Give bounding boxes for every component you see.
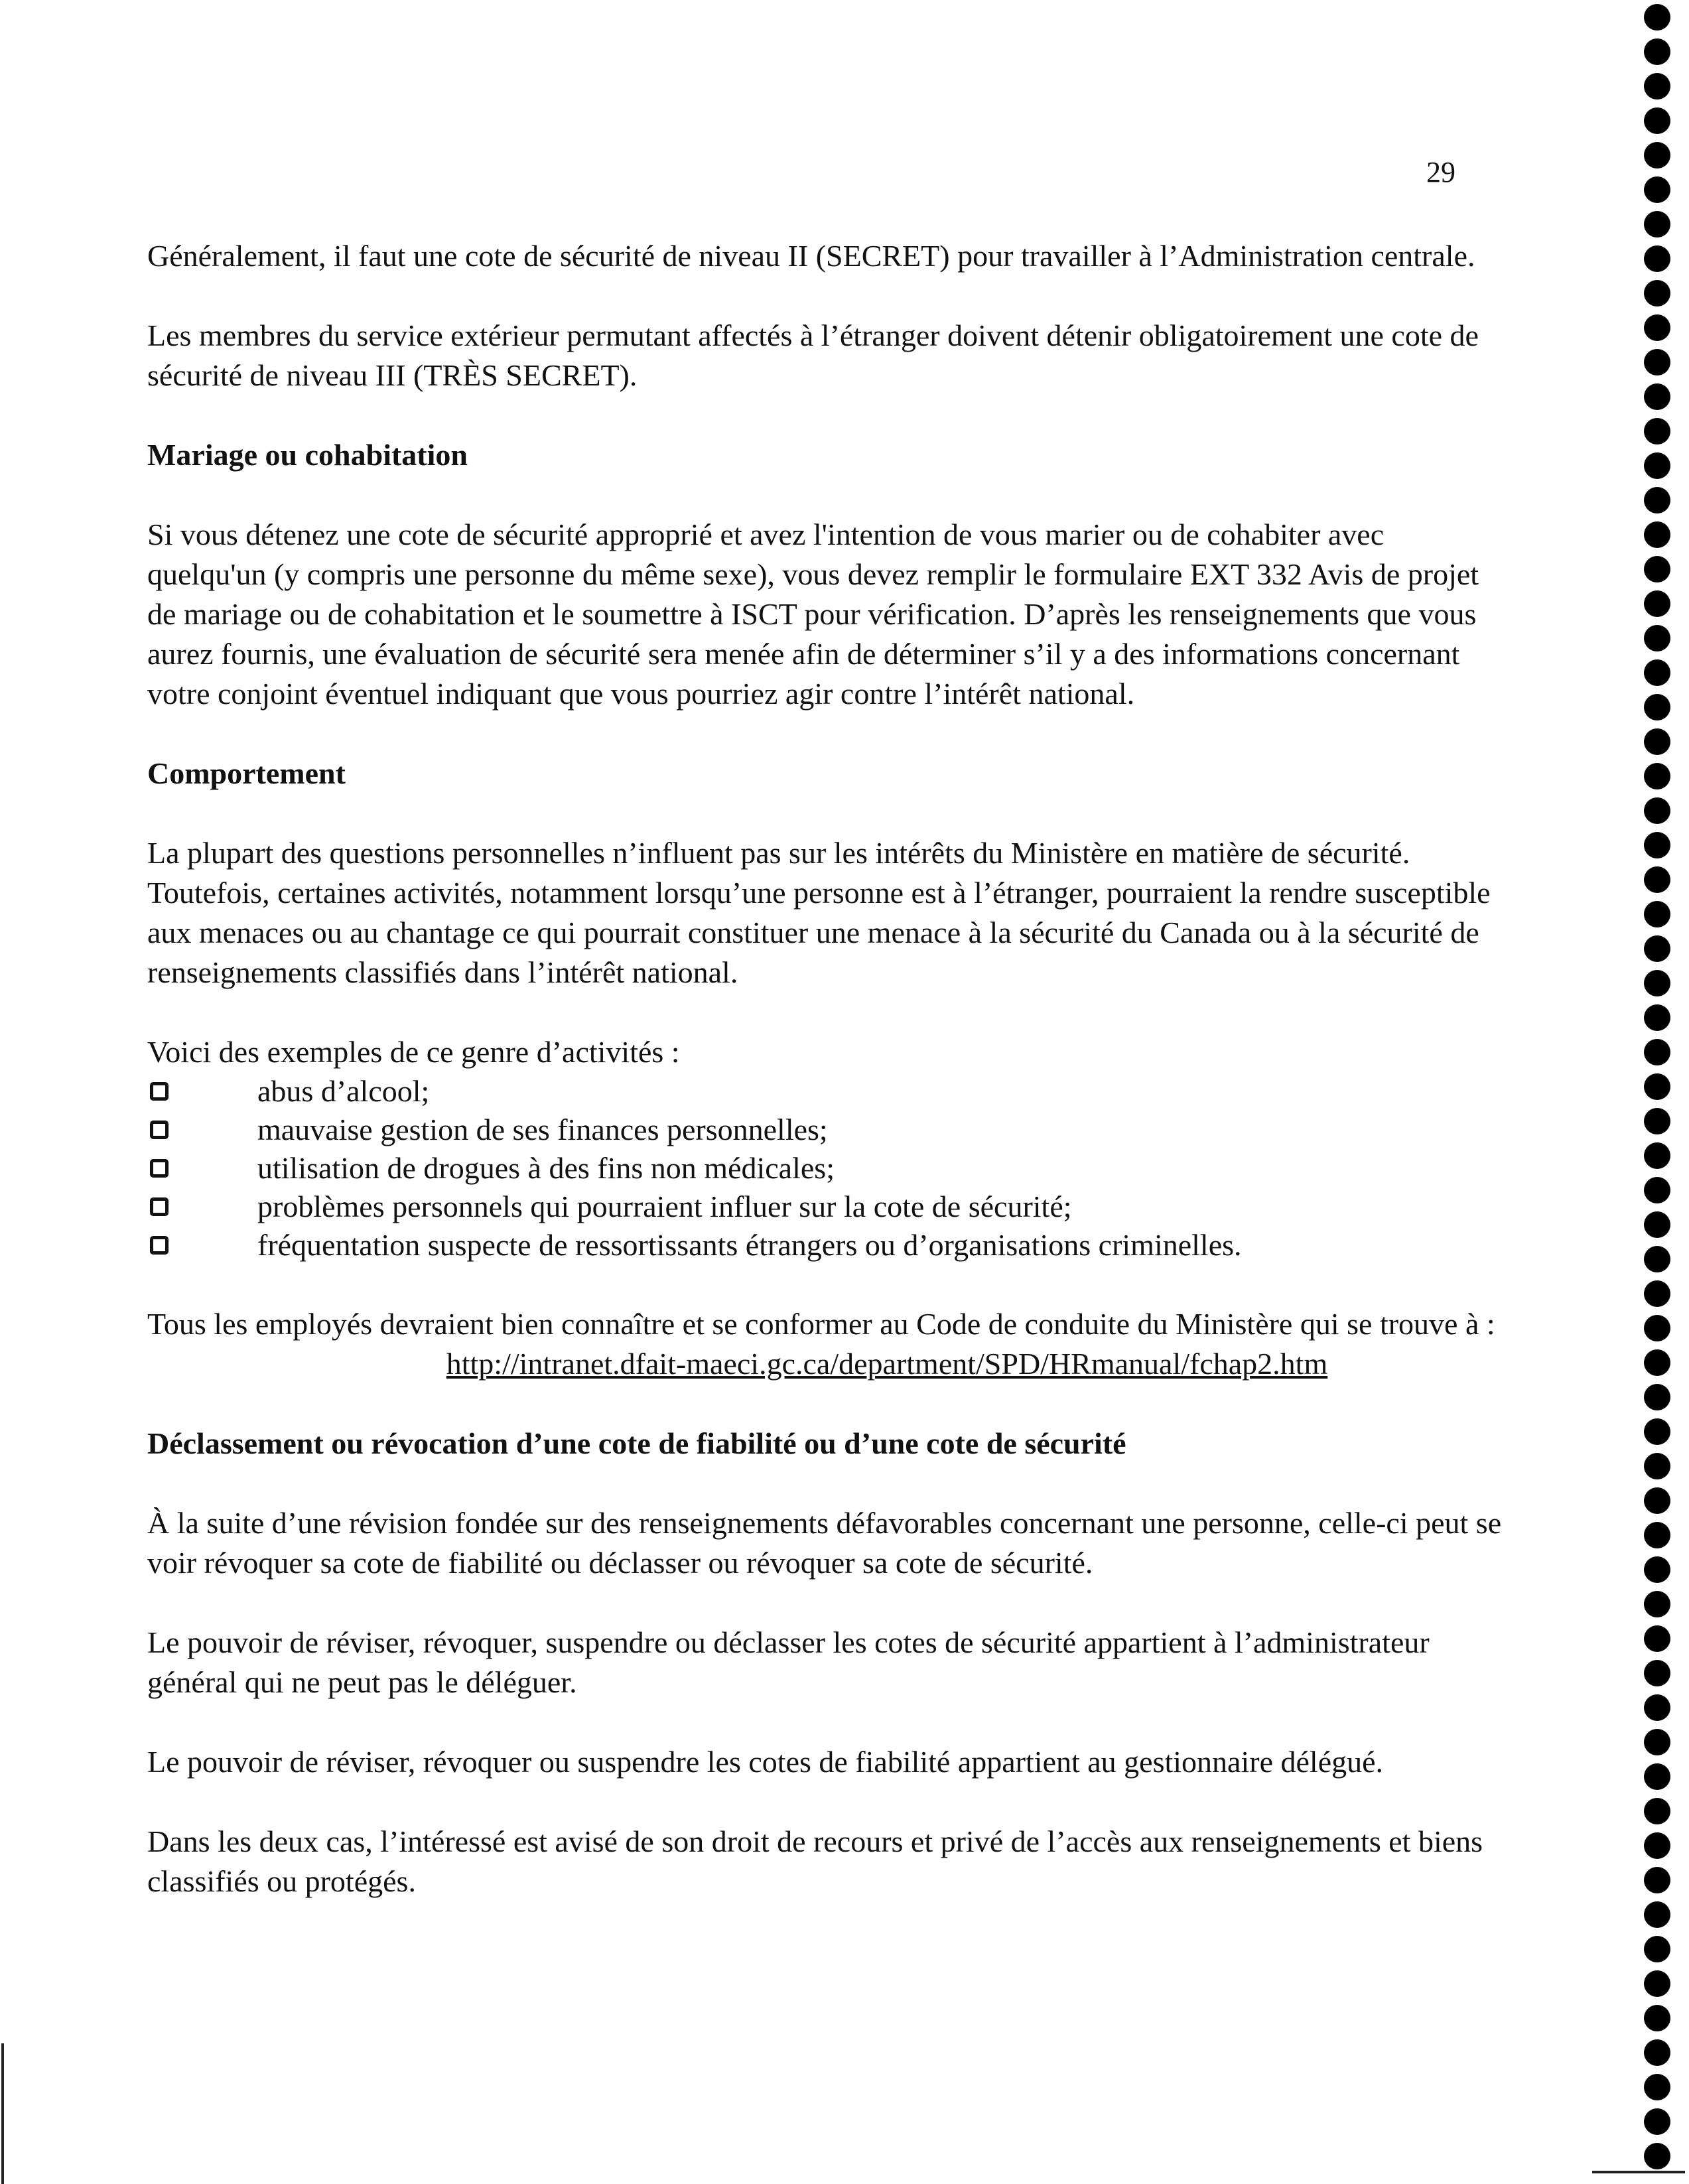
binder-hole-icon: [1644, 866, 1670, 893]
checkbox-icon: [150, 1159, 169, 1178]
binder-hole-icon: [1644, 1073, 1670, 1100]
binder-hole-icon: [1644, 38, 1670, 65]
binder-hole-icon: [1644, 280, 1670, 307]
binder-hole-icon: [1644, 970, 1670, 996]
binder-hole-icon: [1644, 383, 1670, 410]
binder-hole-icon: [1644, 1004, 1670, 1031]
paragraph-pouvoir-securite: Le pouvoir de réviser, révoquer, suspendre ou déclasser les cotes de sécurité appartient à l’administrateur général qui ne peut pas le déléguer.: [147, 1625, 1430, 1699]
binder-hole-icon: [1644, 1246, 1670, 1272]
binder-hole-icon: [1644, 625, 1670, 651]
binder-hole-icon: [1644, 142, 1670, 169]
binder-hole-icon: [1644, 4, 1670, 31]
binder-hole-icon: [1644, 728, 1670, 755]
checkbox-icon: [150, 1236, 169, 1255]
paragraph-comportement: La plupart des questions personnelles n’influent pas sur les intérêts du Ministère en matière de sécurité. Toutefois, certaines activités, notamment lorsqu’une personne est à l’étranger, pourraient la rendre susceptible aux menaces ou au chantage ce qui pourrait constituer une menace à la sécurité du Canada ou à la sécurité de renseignements classifiés dans l’intérêt national.: [147, 836, 1491, 989]
binder-holes: [1639, 0, 1678, 2184]
binder-hole-icon: [1644, 1591, 1670, 1617]
binder-hole-icon: [1644, 1970, 1670, 1997]
binder-hole-icon: [1644, 901, 1670, 927]
binder-hole-icon: [1644, 2074, 1670, 2100]
code-url-line: [147, 1344, 1507, 1384]
binder-hole-icon: [1644, 1211, 1670, 1238]
scan-edge-line: [1592, 2171, 1685, 2173]
binder-hole-icon: [1644, 1729, 1670, 1755]
heading-declassement: Déclassement ou révocation d’une cote de fiabilité ou d’une cote de sécurité: [147, 1426, 1126, 1460]
binder-hole-icon: [1644, 1694, 1670, 1721]
paragraph-code-conduite: Tous les employés devraient bien connaître et se conformer au Code de conduite du Ministère qui se trouve à :: [147, 1307, 1495, 1341]
scan-edge-line: [1, 2043, 4, 2184]
paragraph-revision: À la suite d’une révision fondée sur des renseignements défavorables concernant une personne, celle-ci peut se voir révoquer sa cote de fiabilité ou déclasser ou révoquer sa cote de sécurité.: [147, 1506, 1502, 1580]
paragraph-top-secret-clearance: Les membres du service extérieur permutant affectés à l’étranger doivent détenir obligatoirement une cote de sécurité de niveau III (TRÈS SECRET).: [147, 318, 1479, 392]
binder-hole-icon: [1644, 1936, 1670, 1962]
binder-hole-icon: [1644, 73, 1670, 100]
binder-hole-icon: [1644, 1108, 1670, 1134]
binder-hole-icon: [1644, 1039, 1670, 1065]
binder-hole-icon: [1644, 2005, 1670, 2031]
binder-hole-icon: [1644, 694, 1670, 720]
binder-hole-icon: [1644, 521, 1670, 548]
binder-hole-icon: [1644, 797, 1670, 824]
binder-hole-icon: [1644, 2039, 1670, 2066]
binder-hole-icon: [1644, 418, 1670, 444]
binder-hole-icon: [1644, 1522, 1670, 1548]
list-item: problèmes personnels qui pourraient influer sur la cote de sécurité;: [147, 1188, 1507, 1226]
binder-hole-icon: [1644, 763, 1670, 789]
binder-hole-icon: [1644, 1177, 1670, 1203]
binder-hole-icon: [1644, 1867, 1670, 1893]
binder-hole-icon: [1644, 1487, 1670, 1514]
binder-hole-icon: [1644, 556, 1670, 582]
document-body: [147, 236, 1507, 1901]
binder-hole-icon: [1644, 1315, 1670, 1341]
heading-comportement: Comportement: [147, 756, 346, 790]
code-of-conduct-link[interactable]: http://intranet.dfait-maeci.gc.ca/department/SPD/HRmanual/fchap2.htm: [446, 1347, 1328, 1381]
binder-hole-icon: [1644, 935, 1670, 962]
binder-hole-icon: [1644, 1384, 1670, 1410]
binder-hole-icon: [1644, 452, 1670, 479]
paragraph-pouvoir-fiabilite: Le pouvoir de réviser, révoquer ou suspendre les cotes de fiabilité appartient au gestionnaire délégué.: [147, 1745, 1384, 1779]
binder-hole-icon: [1644, 1349, 1670, 1376]
checkbox-icon: [150, 1082, 169, 1101]
paragraph-secret-clearance: Généralement, il faut une cote de sécurité de niveau II (SECRET) pour travailler à l’Administration centrale.: [147, 239, 1475, 273]
binder-hole-icon: [1644, 487, 1670, 513]
binder-hole-icon: [1644, 590, 1670, 617]
paragraph-mariage: Si vous détenez une cote de sécurité approprié et avez l'intention de vous marier ou de cohabiter avec quelqu'un (y compris une personne du même sexe), vous devez remplir le formulaire EXT 332 Avis de projet de mariage ou de cohabitation et le soumettre à ISCT pour vérification. D’après les renseignements que vous aurez fournis, une évaluation de sécurité sera menée afin de déterminer s’il y a des informations concernant votre conjoint éventuel indiquant que vous pourriez agir contre l’intérêt national.: [147, 517, 1479, 711]
list-intro: Voici des exemples de ce genre d’activités :: [147, 1035, 680, 1069]
binder-hole-icon: [1644, 1763, 1670, 1790]
checkbox-icon: [150, 1121, 169, 1139]
binder-hole-icon: [1644, 1453, 1670, 1479]
checkbox-icon: [150, 1197, 169, 1216]
list-item: abus d’alcool;: [147, 1072, 1507, 1111]
binder-hole-icon: [1644, 1660, 1670, 1686]
list-item: mauvaise gestion de ses finances personnelles;: [147, 1111, 1507, 1149]
binder-hole-icon: [1644, 1901, 1670, 1928]
binder-hole-icon: [1644, 349, 1670, 375]
binder-hole-icon: [1644, 176, 1670, 203]
binder-hole-icon: [1644, 1142, 1670, 1169]
binder-hole-icon: [1644, 2143, 1670, 2169]
paragraph-recours: Dans les deux cas, l’intéressé est avisé de son droit de recours et privé de l’accès aux renseignements et biens classifiés ou protégés.: [147, 1824, 1483, 1898]
list-item: utilisation de drogues à des fins non médicales;: [147, 1149, 1507, 1188]
binder-hole-icon: [1644, 1625, 1670, 1652]
activities-list: [147, 1072, 1507, 1264]
binder-hole-icon: [1644, 832, 1670, 858]
list-item: fréquentation suspecte de ressortissants étrangers ou d’organisations criminelles.: [147, 1226, 1507, 1264]
binder-hole-icon: [1644, 1556, 1670, 1583]
binder-hole-icon: [1644, 1798, 1670, 1824]
heading-mariage: Mariage ou cohabitation: [147, 438, 468, 472]
binder-hole-icon: [1644, 211, 1670, 238]
page-number: 29: [1426, 156, 1455, 188]
binder-hole-icon: [1644, 1418, 1670, 1445]
binder-hole-icon: [1644, 1832, 1670, 1859]
binder-hole-icon: [1644, 314, 1670, 341]
binder-hole-icon: [1644, 107, 1670, 134]
binder-hole-icon: [1644, 659, 1670, 686]
binder-hole-icon: [1644, 1280, 1670, 1307]
binder-hole-icon: [1644, 2108, 1670, 2135]
binder-hole-icon: [1644, 245, 1670, 272]
